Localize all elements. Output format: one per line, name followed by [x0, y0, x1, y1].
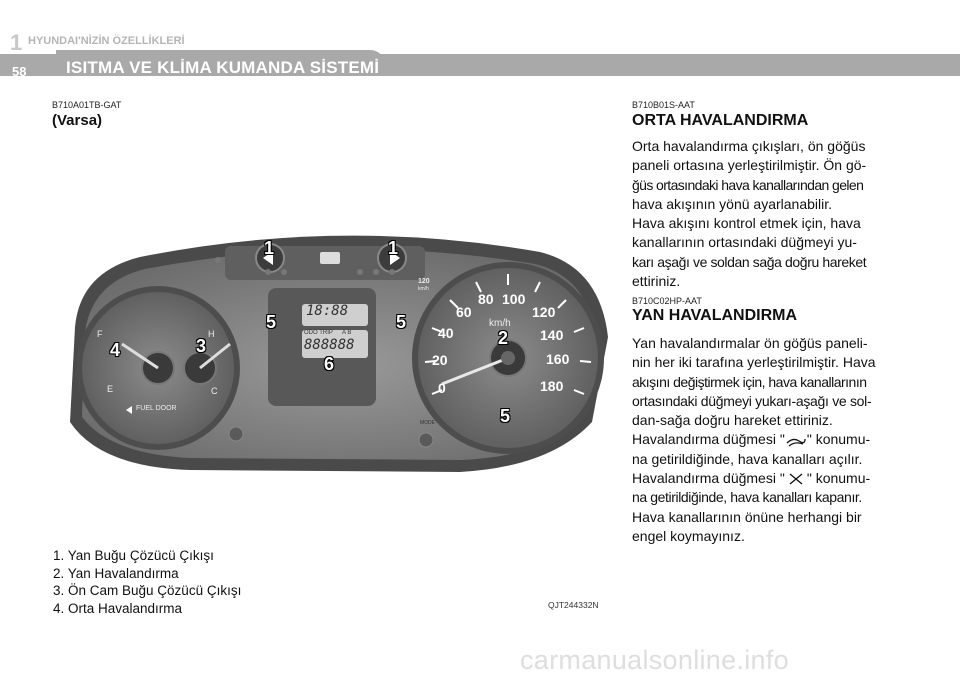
yan-line: engel koymayınız. — [632, 527, 745, 544]
yan-open-line — [632, 430, 886, 449]
yan-heading: YAN HAVALANDIRMA — [632, 307, 798, 324]
legend-list — [53, 547, 241, 617]
orta-line: karı aşağı ve soldan sağa doğru hareket — [632, 253, 867, 270]
orta-heading: ORTA HAVALANDIRMA — [632, 112, 809, 129]
callout-5-right: 5 — [396, 312, 407, 332]
open-pre: Havalandırma düğmesi " — [632, 431, 785, 448]
legend-item-2: 2. Yan Havalandırma — [53, 565, 179, 581]
open-post: " konumu- — [806, 431, 871, 448]
callout-5-bottom: 5 — [500, 406, 511, 426]
callout-4: 4 — [110, 340, 121, 360]
orta-code: B710B01S-AAT — [632, 100, 695, 110]
odo-ab-label: A B — [342, 330, 352, 336]
speed-tick-140: 140 — [540, 327, 564, 343]
yan-line: Yan havalandırmalar ön göğüs paneli- — [632, 335, 868, 351]
yan-code: B710C02HP-AAT — [632, 296, 702, 306]
fuel-door-label: FUEL DOOR — [136, 405, 177, 412]
chapter-title: HYUNDAI'NİZİN ÖZELLİKLERİ — [28, 35, 185, 47]
top-speed-unit: km/h — [418, 286, 429, 292]
legend-item-3: 3. Ön Cam Buğu Çözücü Çıkışı — [53, 583, 242, 598]
yan-body — [632, 334, 886, 546]
legend-item-4: 4. Orta Havalandırma — [53, 600, 183, 616]
mode-label: MODE — [420, 420, 435, 426]
yan-line: akışını değiştirmek için, hava kanallarının — [632, 373, 867, 390]
figure-code: QJT244332N — [548, 600, 599, 610]
fuel-full-label: F — [97, 329, 103, 339]
speed-tick-180: 180 — [540, 378, 564, 394]
legend-item-1: 1. Yan Buğu Çözücü Çıkışı — [53, 548, 214, 563]
yan-line: na getirildiğinde, hava kanalları açılır. — [632, 450, 863, 467]
speed-tick-0: 0 — [438, 380, 446, 396]
fuel-empty-label: E — [107, 384, 114, 394]
speed-tick-120: 120 — [532, 304, 556, 320]
speed-unit: km/h — [489, 318, 511, 329]
vent-open-icon — [785, 435, 807, 447]
speed-tick-80: 80 — [478, 291, 494, 307]
yan-line: dan-sağa doğru hareket ettiriniz. — [632, 412, 833, 429]
callout-1-left: 1 — [264, 238, 275, 258]
orta-line: Orta havalandırma çıkışları, ön göğüs — [632, 138, 866, 154]
orta-body — [632, 137, 886, 291]
callout-3: 3 — [196, 336, 207, 356]
callout-1-right: 1 — [388, 238, 399, 258]
temp-hot-label: H — [208, 329, 215, 339]
yan-line: na getirildiğinde, hava kanalları kapanır. — [632, 489, 862, 506]
left-section-code: B710A01TB-GAT — [52, 100, 122, 110]
callout-5-center: 5 — [266, 312, 277, 332]
orta-line: paneli ortasına yerleştirilmiştir. Ön gö- — [632, 157, 867, 174]
vent-close-icon — [785, 473, 807, 485]
instrument-cluster-figure — [40, 122, 614, 592]
yan-close-line — [632, 469, 886, 488]
yan-line: nin her iki tarafına yerleştirilmiştir. Hava — [632, 354, 876, 371]
odo-display: 888888 — [304, 337, 355, 353]
watermark: carmanualsonline.info — [520, 645, 789, 675]
yan-line: ortasındaki düğmeyi yukarı-aşağı ve sol- — [632, 392, 872, 409]
orta-line: ğüs ortasındaki hava kanallarından gelen — [632, 176, 864, 193]
callout-6: 6 — [324, 354, 335, 374]
speed-tick-40: 40 — [438, 325, 454, 341]
odo-label: ODO TRIP — [304, 330, 333, 336]
top-speed-label: 120 — [418, 278, 430, 285]
clock-display: 18:88 — [306, 303, 349, 319]
section-title: ISITMA VE KLİMA KUMANDA SİSTEMİ — [66, 58, 380, 77]
yan-line: Hava kanallarının önüne herhangi bir — [632, 508, 862, 525]
orta-line: kanallarının ortasındaki düğmeyi yu- — [632, 234, 857, 251]
speed-tick-20: 20 — [432, 352, 448, 368]
chapter-number: 1 — [10, 30, 23, 55]
speed-tick-100: 100 — [502, 291, 526, 307]
temp-cold-label: C — [211, 386, 218, 396]
orta-line: hava akışının yönü ayarlanabilir. — [632, 195, 833, 212]
speed-tick-60: 60 — [456, 304, 472, 320]
page-number: 58 — [12, 64, 27, 79]
speed-tick-160: 160 — [546, 351, 570, 367]
close-pre: Havalandırma düğmesi " — [632, 470, 785, 487]
orta-line: Hava akışını kontrol etmek için, hava — [632, 215, 861, 232]
callout-2: 2 — [498, 328, 509, 348]
close-post: " konumu- — [806, 470, 871, 487]
left-heading: (Varsa) — [52, 112, 103, 129]
orta-line: ettiriniz. — [632, 273, 681, 290]
